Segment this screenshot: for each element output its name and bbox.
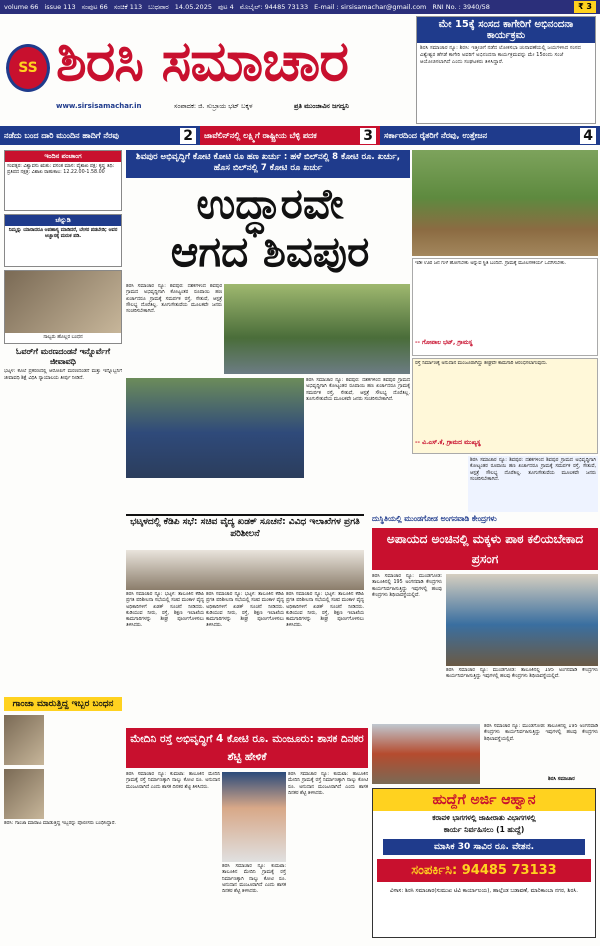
arrest-photo-box	[4, 270, 122, 344]
ad-line1: ಕರಾವಳಿ ಭಾಗಗಳಲ್ಲಿ ಜಾಹೀರಾತು ವಿಭಾಗಗಳಲ್ಲಿ	[432, 814, 536, 822]
anganwadi-caption: ಶಿರಸಿ ಸಮಾಚಾರ	[548, 776, 575, 782]
index-ribbon	[0, 126, 600, 145]
meeting-photo	[126, 550, 364, 590]
promo-body: ಶಿರಸಿ ಸಮಾಚಾರ ನ್ಯೂ: ಶಿರಸಿ: ಇತ್ತೀಚಿಗೆ ನಡೆದ ಲೋಕಸಭಾ ಚುನಾವಣೆಯಲ್ಲಿ ಜಯಗಳಿಸಿದ ಸಂಸದ ವಿಶ್ವೇಶ್ವರ ಹೆಗಡೆ ಕಾಗೇರಿ ಅವರಿಗೆ ಅಭಿನಂದನಾ ಕಾರ್ಯಕ್ರಮವನ್ನು ಮೇ 15ರಂದು ಸಂಜೆ ಆಯೋಜಿಸಲಾಗಿದೆ ಎಂದು ಸಂಘಟಕರು ತಿಳಿಸಿದ್ದಾರೆ.	[420, 45, 581, 65]
arrest-photo-caption: ನಾಲ್ವರು ಹೊಲ್ಲರ ಬಂಧನ	[43, 335, 83, 340]
editor-line: ಸಂಪಾದಕ: ಜಿ. ಸುಬ್ರಾಯ ಭಟ್ ಬಕ್ಕಳ	[174, 102, 253, 110]
medini-title: ಮೇದಿನಿ ರಸ್ತೆ ಅಭಿವೃದ್ಧಿಗೆ 4 ಕೋಟಿ ರೂ. ಮಂಜೂರು: ಶಾಸಕ ದಿನಕರ ಶೆಟ್ಟಿ ಹೇಳಿಕೆ	[126, 728, 368, 768]
lead-title-line1: ಉದ್ಧಾರವೇ	[196, 179, 344, 228]
quote-box	[4, 214, 122, 267]
accused-photo-2	[4, 769, 44, 819]
email-label: E-mail : sirsisamachar@gmail.com	[314, 3, 427, 11]
bhatkal-body-1: ಶಿರಸಿ ಸಮಾಚಾರ ನ್ಯೂ: ಭಟ್ಕಳ: ತಾಲೂಕಿನ ಕೆಡಿಪಿ ಪ್ರಗತಿ ಪರಿಶೀಲನಾ ಸಭೆಯಲ್ಲಿ ಸಚಿವ ಮಂಕಾಳ ವೈದ್ಯ ಅಧಿಕಾರಿಗಳಿಗೆ ಖಡಕ್ ಸೂಚನೆ ನೀಡಿದರು. ಕುಡಿಯುವ ನೀರು, ರಸ್ತೆ, ಶಿಕ್ಷಣ ಇಲಾಖೆಯ ಕಾಮಗಾರಿಗಳನ್ನು ಶೀಘ್ರ ಪೂರ್ಣಗೊಳಿಸಲು ತಿಳಿಸಿದರು.	[126, 592, 204, 629]
story2-title: ಗಾಂಜಾ ಮಾರುತ್ತಿದ್ದ ಇಬ್ಬರ ಬಂಧನ	[4, 697, 122, 711]
forest-road-photo	[412, 150, 598, 256]
anganwadi-photo	[446, 574, 598, 666]
side-quote-box	[412, 258, 598, 356]
lead-title	[130, 180, 410, 280]
anganwadi-body-2: ಶಿರಸಿ ಸಮಾಚಾರ ನ್ಯೂ: ಮುಂಡಗೋಡ: ತಾಲೂಕಿನಲ್ಲಿ 195 ಅಂಗನವಾಡಿ ಕೇಂದ್ರಗಳು ಕಾರ್ಯನಿರ್ವಹಿಸುತ್ತಿದ್ದು ಇವುಗಳಲ್ಲಿ ಹಲವು ಕೇಂದ್ರಗಳು ಶಿಥಿಲಾವಸ್ಥೆಯಲ್ಲಿವೆ.	[446, 668, 598, 680]
medini-body-3: ಶಿರಸಿ ಸಮಾಚಾರ ನ್ಯೂ: ಕುಮಟಾ: ತಾಲೂಕಿನ ಮೇದಿನಿ ಗ್ರಾಮಕ್ಕೆ ರಸ್ತೆ ನಿರ್ಮಾಣಕ್ಕಾಗಿ ನಾಲ್ಕು ಕೋಟಿ ರೂ. ಅನುದಾನ ಮಂಜೂರಾಗಿದೆ ಎಂದು ಶಾಸಕ ದಿನಕರ ಶೆಟ್ಟಿ ತಿಳಿಸಿದರು.	[288, 772, 368, 796]
bhatkal-title: ಭಟ್ಕಳದಲ್ಲಿ ಕೆಡಿಪಿ ಸಭೆ: ಸಚಿವ ವೈದ್ಯ ಖಡಕ್ ಸೂಚನೆ: ವಿವಿಧ ಇಲಾಖೆಗಳ ಪ್ರಗತಿ ಪರಿಶೀಲನೆ	[126, 514, 364, 548]
volume-label: volume 66	[4, 3, 39, 11]
side-quote-author: -- ಗೋಪಾಲ ಭಟ್, ಗ್ರಾಮಸ್ಥ	[415, 339, 473, 346]
issue-kn-label: ಸಂಚಿಕೆ 113	[113, 2, 143, 11]
story1-title: ಓವರ್‌ಗೆ ಮರಣದಂಡನೆ ಇನ್ನೊರ್ವೆಗೆ ಜೀವಾವಧಿ	[15, 347, 111, 367]
ribbon-item-1[interactable]	[0, 126, 200, 145]
ribbon-text-3: ಸರ್ಕಾರದಿಂದ ರೈತರಿಗೆ ನೆರವು, ಉತ್ತೇಜನ	[384, 130, 488, 140]
website-link[interactable]: www.sirsisamachar.in	[56, 102, 142, 110]
mla-photo	[222, 772, 286, 862]
ad-contact[interactable]: ಸಂಪರ್ಕಿಸಿ: 94485 73133	[377, 859, 591, 882]
ribbon-num-1: 2	[180, 128, 196, 144]
ad-address: ವಿಳಾಸ: ಶಿರಸಿ ಸಮಾಚಾರ(ಸುಮುಖ ಟಿವಿ ಕಾರ್ಯಾಲಯ), ಹಾಲ್ಗೆಂಡ ಬಡಾವಣೆ, ಮಾರಿಕಾಂಬಾ ನಗರ, ಶಿರಸಿ.	[389, 888, 579, 894]
ribbon-item-3[interactable]	[380, 126, 600, 145]
ribbon-num-3: 4	[580, 128, 596, 144]
lead-kicker: ಶಿವಪುರ ಅಭಿವೃದ್ಧಿಗೆ ಕೋಟಿ ಕೋಟಿ ರೂ ಹಣ ಖರ್ಚು : ಹಳೆ ಬಿಲ್‌ನಲ್ಲಿ 8 ಕೋಟಿ ರೂ. ಖರ್ಚು, ಹೊಸ ಬಿಲ್‌ನಲ್ಲಿ 7 ಕೋಟಿ ರೂ ಖರ್ಚು	[126, 150, 410, 178]
newspaper-logo	[6, 44, 50, 92]
quote-text: ನಿಮ್ಮನ್ನು ಯಾರಾದರೂ ಅಪಹಾಸ್ಯ ಮಾಡಿದರೆ, ಬೇಸರ ಪಡಬೇಡಿ; ಅವರ ಅಜ್ಞಾನಕ್ಕೆ ಮರುಕ ಪಡಿ.	[8, 228, 118, 240]
page-count-label: ಪುಟ 4	[217, 2, 234, 11]
volume-kn-label: ಸಂಪುಟ 66	[81, 2, 108, 11]
panchanga-title: ಇಂದಿನ ಪಂಚಾಂಗ	[5, 151, 121, 162]
quote-title: ಚೆನ್ನುಡಿ	[5, 215, 121, 226]
top-info-bar	[0, 0, 600, 14]
side-quote2-text: ರಸ್ತೆ ನಿರ್ಮಾಣಕ್ಕೆ ಅನುದಾನ ಮಂಜೂರಾಗಿದ್ದು ಶೀಘ್ರವೇ ಕಾಮಗಾರಿ ಆರಂಭಿಸಲಾಗುವುದು.	[415, 361, 548, 366]
ad-title: ಹುದ್ದೆಗೆ ಅರ್ಜಿ ಆಹ್ವಾನ	[373, 789, 595, 811]
bhatkal-body-3: ಶಿರಸಿ ಸಮಾಚಾರ ನ್ಯೂ: ಭಟ್ಕಳ: ತಾಲೂಕಿನ ಕೆಡಿಪಿ ಪ್ರಗತಿ ಪರಿಶೀಲನಾ ಸಭೆಯಲ್ಲಿ ಸಚಿವ ಮಂಕಾಳ ವೈದ್ಯ ಅಧಿಕಾರಿಗಳಿಗೆ ಖಡಕ್ ಸೂಚನೆ ನೀಡಿದರು. ಕುಡಿಯುವ ನೀರು, ರಸ್ತೆ, ಶಿಕ್ಷಣ ಇಲಾಖೆಯ ಕಾಮಗಾರಿಗಳನ್ನು ಶೀಘ್ರ ಪೂರ್ಣಗೊಳಿಸಲು ತಿಳಿಸಿದರು.	[286, 592, 364, 629]
weekday-label: ಬುಧವಾರ	[148, 2, 169, 11]
lead-body-col2: ಶಿರಸಿ ಸಮಾಚಾರ ನ್ಯೂ: ಶಿವಪುರ: ದಶಕಗಳಿಂದ ಶಿವಪುರ ಗ್ರಾಮದ ಅಭಿವೃದ್ಧಿಗಾಗಿ ಕೋಟ್ಯಂತರ ರೂಪಾಯಿ ಹಣ ಖರ್ಚಾದರೂ ಗ್ರಾಮಕ್ಕೆ ಸಮರ್ಪಕ ರಸ್ತೆ, ಸೇತುವೆ, ಆಸ್ಪತ್ರೆ ಸೌಲಭ್ಯ ದೊರೆತಿಲ್ಲ. ತೂಗುಸೇತುವೆಯ ಮೂಲಕವೇ ಜನರು ಸಂಚರಿಸಬೇಕಾಗಿದೆ.	[306, 378, 410, 402]
anganwadi-body-1: ಶಿರಸಿ ಸಮಾಚಾರ ನ್ಯೂ: ಮುಂಡಗೋಡ: ತಾಲೂಕಿನಲ್ಲಿ 195 ಅಂಗನವಾಡಿ ಕೇಂದ್ರಗಳು ಕಾರ್ಯನಿರ್ವಹಿಸುತ್ತಿದ್ದು ಇವುಗಳಲ್ಲಿ ಹಲವು ಕೇಂದ್ರಗಳು ಶಿಥಿಲಾವಸ್ಥೆಯಲ್ಲಿವೆ.	[372, 574, 442, 598]
date-label: 14.05.2025	[174, 3, 212, 11]
left-column	[4, 150, 122, 851]
panchanga-box	[4, 150, 122, 211]
side-quote-text: ಇಡೀ ಊರ ಜನ ಗುಳೆ ಹೋಗಬೇಕು ಅನ್ನುವ ಸ್ಥಿತಿ ಬಂದಿದೆ. ಗ್ರಾಮಕ್ಕೆ ಮೂಲಸೌಕರ್ಯ ಒದಗಿಸಬೇಕು.	[415, 261, 567, 266]
side-quote2-author: -- ವಿ.ಎಸ್.ಕೆ, ಗ್ರಾಮದ ಮುಖ್ಯಸ್ಥ	[415, 439, 481, 446]
accused-photo-1	[4, 715, 44, 765]
story1-text: ಭಟ್ಕಳ: ಕೊಲೆ ಪ್ರಕರಣದಲ್ಲಿ ಆರೋಪಿಗೆ ಮರಣದಂಡನೆ ಮತ್ತು ಇನ್ನೊಬ್ಬನಿಗೆ ಜೀವಾವಧಿ ಶಿಕ್ಷೆ ವಿಧಿಸಿ ನ್ಯಾಯಾಲಯ ತೀರ್ಪು ನೀಡಿದೆ.	[4, 369, 122, 381]
side-quote2-box	[412, 358, 598, 454]
ad-line2: ಕಾರ್ಯ ನಿರ್ವಹಿಸಲು (1 ಹುದ್ದೆ)	[443, 825, 525, 834]
anganwadi-kicker: ದುಸ್ಥಿತಿಯಲ್ಲಿ ಮುಂಡಗೋಡ ಅಂಗನವಾಡಿ ಕೇಂದ್ರಗಳು	[372, 514, 497, 523]
rni-label: RNI No. : 3940/58	[432, 3, 490, 11]
slogan: ಪ್ರತಿ ಮುಂಜಾವಿನ ಜಗದ್ವನಿ	[294, 102, 349, 110]
ad-salary: ಮಾಸಿಕ 30 ಸಾವಿರ ರೂ. ವೇತನ.	[383, 839, 585, 855]
medini-body-2: ಶಿರಸಿ ಸಮಾಚಾರ ನ್ಯೂ: ಕುಮಟಾ: ತಾಲೂಕಿನ ಮೇದಿನಿ ಗ್ರಾಮಕ್ಕೆ ರಸ್ತೆ ನಿರ್ಮಾಣಕ್ಕಾಗಿ ನಾಲ್ಕು ಕೋಟಿ ರೂ. ಅನುದಾನ ಮಂಜೂರಾಗಿದೆ ಎಂದು ಶಾಸಕ ದಿನಕರ ಶೆಟ್ಟಿ ತಿಳಿಸಿದರು.	[222, 864, 286, 895]
price-badge: ₹ 3	[574, 1, 596, 13]
job-ad	[372, 788, 596, 938]
story2-text: ಶಿರಸಿ: ಗಾಂಜಾ ಮಾರಾಟ ಮಾಡುತ್ತಿದ್ದ ಇಬ್ಬರನ್ನು ಪೊಲೀಸರು ಬಂಧಿಸಿದ್ದಾರೆ.	[4, 821, 116, 827]
anganwadi-photo-2	[372, 724, 480, 784]
promo-box	[416, 16, 596, 124]
side-note: ಶಿರಸಿ ಸಮಾಚಾರ ನ್ಯೂ: ಶಿವಪುರ: ದಶಕಗಳಿಂದ ಶಿವಪುರ ಗ್ರಾಮದ ಅಭಿವೃದ್ಧಿಗಾಗಿ ಕೋಟ್ಯಂತರ ರೂಪಾಯಿ ಹಣ ಖರ್ಚಾದರೂ ಗ್ರಾಮಕ್ಕೆ ಸಮರ್ಪಕ ರಸ್ತೆ, ಸೇತುವೆ, ಆಸ್ಪತ್ರೆ ಸೌಲಭ್ಯ ದೊರೆತಿಲ್ಲ. ತೂಗುಸೇತುವೆಯ ಮೂಲಕವೇ ಜನರು ಸಂಚರಿಸಬೇಕಾಗಿದೆ.	[468, 456, 598, 512]
masthead	[4, 16, 404, 111]
suspension-bridge-photo	[126, 378, 304, 478]
anganwadi-title: ಅಪಾಯದ ಅಂಚಿನಲ್ಲಿ ಮಕ್ಕಳು ಪಾಠ ಕಲಿಯಬೇಕಾದ ಪ್ರಸಂಗ	[372, 528, 598, 570]
ribbon-text-1: ನಡೆದು ಬಂದ ದಾರಿ ಮುಂದಿನ ಹಾದಿಗೆ ನೆರವು	[4, 130, 119, 140]
jeep-bridge-photo	[224, 284, 410, 374]
issue-label: issue 113	[44, 3, 76, 11]
lead-body-col1: ಶಿರಸಿ ಸಮಾಚಾರ ನ್ಯೂ: ಶಿವಪುರ: ದಶಕಗಳಿಂದ ಶಿವಪುರ ಗ್ರಾಮದ ಅಭಿವೃದ್ಧಿಗಾಗಿ ಕೋಟ್ಯಂತರ ರೂಪಾಯಿ ಹಣ ಖರ್ಚಾದರೂ ಗ್ರಾಮಕ್ಕೆ ಸಮರ್ಪಕ ರಸ್ತೆ, ಸೇತುವೆ, ಆಸ್ಪತ್ರೆ ಸೌಲಭ್ಯ ದೊರೆತಿಲ್ಲ. ತೂಗುಸೇತುವೆಯ ಮೂಲಕವೇ ಜನರು ಸಂಚರಿಸಬೇಕಾಗಿದೆ.	[126, 284, 222, 315]
medini-body-1: ಶಿರಸಿ ಸಮಾಚಾರ ನ್ಯೂ: ಕುಮಟಾ: ತಾಲೂಕಿನ ಮೇದಿನಿ ಗ್ರಾಮಕ್ಕೆ ರಸ್ತೆ ನಿರ್ಮಾಣಕ್ಕಾಗಿ ನಾಲ್ಕು ಕೋಟಿ ರೂ. ಅನುದಾನ ಮಂಜೂರಾಗಿದೆ ಎಂದು ಶಾಸಕ ದಿನಕರ ಶೆಟ್ಟಿ ತಿಳಿಸಿದರು.	[126, 772, 220, 790]
panchanga-text: ಸಂವತ್ಸರ: ವಿಶ್ವಾವಸು ಋತು: ವಸಂತ ಮಾಸ: ವೈಶಾಖ ಪಕ್ಷ: ಕೃಷ್ಣ ತಿಥಿ: ಪ್ರತಿಪದ ನಕ್ಷತ್ರ: ವಿಶಾಖ ರಾಹುಕಾಲ: 12.22.00-1.58.00	[7, 164, 115, 176]
arrest-photo	[5, 271, 121, 333]
anganwadi-body-3: ಶಿರಸಿ ಸಮಾಚಾರ ನ್ಯೂ: ಮುಂಡಗೋಡ: ತಾಲೂಕಿನಲ್ಲಿ 195 ಅಂಗನವಾಡಿ ಕೇಂದ್ರಗಳು ಕಾರ್ಯನಿರ್ವಹಿಸುತ್ತಿದ್ದು ಇವುಗಳಲ್ಲಿ ಹಲವು ಕೇಂದ್ರಗಳು ಶಿಥಿಲಾವಸ್ಥೆಯಲ್ಲಿವೆ.	[484, 724, 598, 742]
logo-text: SS	[18, 60, 38, 76]
mobile-label: ಮೊಬೈಲ್: 94485 73133	[239, 2, 309, 11]
ribbon-num-2: 3	[360, 128, 376, 144]
ribbon-item-2[interactable]	[200, 126, 380, 145]
lead-title-line2: ಆಗದ ಶಿವಪುರ	[170, 227, 370, 276]
ribbon-text-2: ಜಾವೆಲಿನ್‌ನಲ್ಲಿ ಲಕ್ಷ್ಮಿಗೆ ರಾಷ್ಟ್ರೀಯ ಬೆಳ್ಳಿ ಪದಕ	[204, 130, 317, 140]
bhatkal-body-2: ಶಿರಸಿ ಸಮಾಚಾರ ನ್ಯೂ: ಭಟ್ಕಳ: ತಾಲೂಕಿನ ಕೆಡಿಪಿ ಪ್ರಗತಿ ಪರಿಶೀಲನಾ ಸಭೆಯಲ್ಲಿ ಸಚಿವ ಮಂಕಾಳ ವೈದ್ಯ ಅಧಿಕಾರಿಗಳಿಗೆ ಖಡಕ್ ಸೂಚನೆ ನೀಡಿದರು. ಕುಡಿಯುವ ನೀರು, ರಸ್ತೆ, ಶಿಕ್ಷಣ ಇಲಾಖೆಯ ಕಾಮಗಾರಿಗಳನ್ನು ಶೀಘ್ರ ಪೂರ್ಣಗೊಳಿಸಲು ತಿಳಿಸಿದರು.	[206, 592, 284, 629]
promo-heading: ಮೇ 15ಕ್ಕೆ ಸಂಸದ ಕಾಗೇರಿಗೆ ಅಭಿನಂದನಾ ಕಾರ್ಯಕ್ರಮ	[417, 17, 595, 43]
newspaper-title: ಶಿರಸಿ ಸಮಾಚಾರ	[56, 28, 348, 94]
